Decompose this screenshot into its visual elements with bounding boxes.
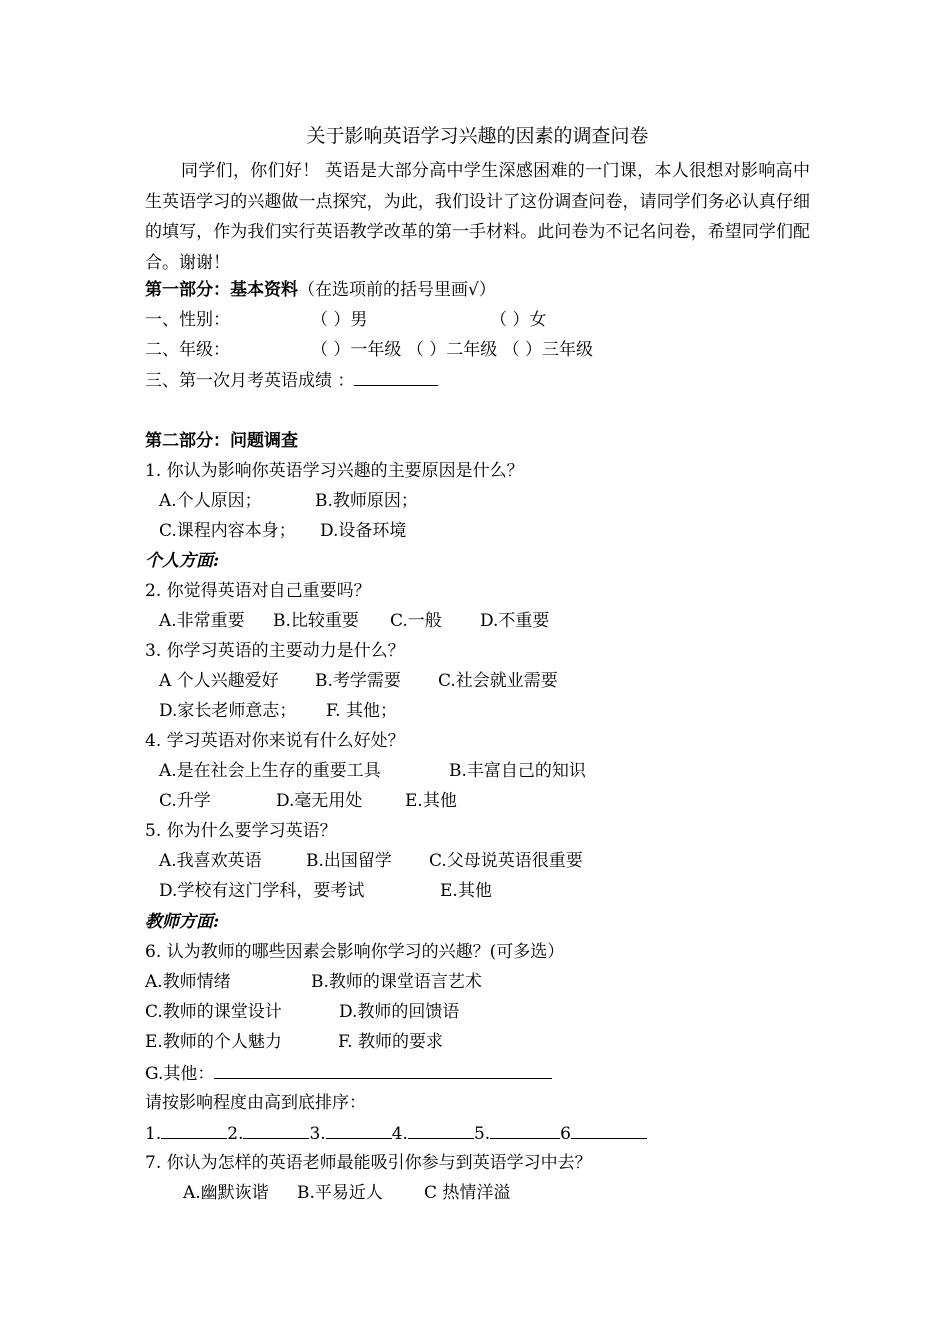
q5-option-a[interactable]: A.我喜欢英语	[159, 851, 262, 871]
gender-row	[145, 310, 810, 330]
personal-heading: 个人方面:	[145, 551, 220, 571]
intro-paragraph: 同学们，你们好！ 英语是大部分高中学生深感困难的一门课，本人很想对影响高中生英语学习的兴趣做一点探究，为此，我们设计了这份调查问卷，请同学们务必认真仔细的填写，作为我们实行英语教学改革的第一手材料。此问卷为不记名问卷，希望同学们配合。谢谢！	[145, 161, 810, 273]
grade-options[interactable]: （ ）一年级 （ ）二年级 （ ）三年级	[311, 340, 594, 360]
q6-other-blank[interactable]	[214, 1063, 552, 1079]
rank-blank-5[interactable]	[490, 1123, 560, 1139]
q4-option-e[interactable]: E.其他	[405, 791, 457, 811]
gender-label: 一、性别：	[145, 310, 230, 330]
q6-option-g: G.其他：	[145, 1064, 215, 1084]
rank-label-1: 1.	[145, 1124, 162, 1144]
q3-option-f[interactable]: F. 其他；	[326, 701, 397, 721]
q1-text: 1. 你认为影响你英语学习兴趣的主要原因是什么？	[145, 461, 524, 481]
q6-rank-row	[145, 1123, 647, 1143]
q6-option-a[interactable]: A.教师情绪	[145, 972, 231, 992]
q6-option-e[interactable]: E.教师的个人魅力	[145, 1032, 282, 1052]
q5-option-b[interactable]: B.出国留学	[306, 851, 392, 871]
q6-options-row2	[145, 1002, 745, 1022]
q2-option-b[interactable]: B.比较重要	[273, 611, 359, 631]
q5-text: 5. 你为什么要学习英语？	[145, 821, 337, 841]
q3-option-d[interactable]: D.家长老师意志；	[159, 701, 297, 721]
rank-label-3: 3.	[309, 1124, 326, 1144]
rank-blank-2[interactable]	[243, 1123, 309, 1139]
rank-blank-1[interactable]	[161, 1123, 227, 1139]
score-row	[145, 370, 438, 390]
q6-options-row3	[145, 1032, 745, 1052]
score-label: 三、第一次月考英语成绩 ：	[145, 371, 355, 391]
part1-heading-line	[145, 280, 496, 300]
q6-rank-prompt: 请按影响程度由高到底排序：	[145, 1093, 366, 1113]
q6-option-b[interactable]: B.教师的课堂语言艺术	[311, 972, 482, 992]
q1-option-c[interactable]: C.课程内容本身；	[159, 521, 296, 541]
q4-option-a[interactable]: A.是在社会上生存的重要工具	[159, 761, 381, 781]
q4-text: 4. 学习英语对你来说有什么好处？	[145, 731, 405, 751]
q7-text: 7. 你认为怎样的英语老师最能吸引你参与到英语学习中去？	[145, 1153, 592, 1173]
q5-options-row1	[159, 851, 759, 871]
rank-label-5: 5.	[473, 1124, 491, 1144]
q3-option-c[interactable]: C.社会就业需要	[438, 671, 558, 691]
q1-options-row2	[159, 521, 759, 541]
q3-text: 3. 你学习英语的主要动力是什么？	[145, 641, 405, 661]
q2-option-a[interactable]: A.非常重要	[159, 611, 245, 631]
q6-option-c[interactable]: C.教师的课堂设计	[145, 1002, 282, 1022]
score-blank[interactable]	[354, 370, 438, 386]
q2-option-d[interactable]: D.不重要	[480, 611, 550, 631]
part1-heading: 第一部分：基本资料	[145, 280, 298, 300]
q3-option-a[interactable]: A 个人兴趣爱好	[159, 671, 279, 691]
q7-option-a[interactable]: A.幽默诙谐	[183, 1183, 269, 1203]
document-title: 关于影响英语学习兴趣的因素的调查问卷	[306, 125, 649, 147]
q2-option-c[interactable]: C.一般	[390, 611, 442, 631]
q6-option-g-row	[145, 1063, 552, 1083]
q7-option-c[interactable]: C 热情洋溢	[424, 1183, 511, 1203]
rank-blank-3[interactable]	[326, 1123, 392, 1139]
q7-option-b[interactable]: B.平易近人	[297, 1183, 383, 1203]
gender-female-option[interactable]: （ ）女	[490, 310, 547, 330]
q1-options-row1	[159, 491, 759, 511]
rank-blank-4[interactable]	[408, 1123, 474, 1139]
q4-option-c[interactable]: C.升学	[159, 791, 211, 811]
q1-option-d[interactable]: D.设备环境	[320, 521, 407, 541]
q4-options-row2	[159, 791, 759, 811]
part1-note: （在选项前的括号里画√）	[298, 280, 496, 300]
teacher-heading: 教师方面:	[145, 912, 220, 932]
q4-option-b[interactable]: B.丰富自己的知识	[449, 761, 586, 781]
grade-row	[145, 340, 810, 360]
q6-text: 6. 认为教师的哪些因素会影响你学习的兴趣？(可多选）	[145, 942, 565, 962]
q6-options-row1	[145, 972, 745, 992]
rank-label-4: 4.	[391, 1124, 408, 1144]
q3-options-row2	[159, 701, 759, 721]
q3-option-b[interactable]: B.考学需要	[315, 671, 401, 691]
rank-label-2: 2.	[227, 1124, 244, 1144]
q5-option-e[interactable]: E.其他	[440, 881, 492, 901]
q7-options	[183, 1183, 783, 1203]
part2-heading: 第二部分：问题调查	[145, 431, 298, 451]
q4-option-d[interactable]: D.毫无用处	[276, 791, 363, 811]
q6-option-f[interactable]: F. 教师的要求	[338, 1032, 443, 1052]
rank-blank-6[interactable]	[571, 1123, 647, 1139]
q1-option-b[interactable]: B.教师原因；	[315, 491, 418, 511]
rank-label-6: 6	[560, 1124, 571, 1144]
q6-option-d[interactable]: D.教师的回馈语	[339, 1002, 460, 1022]
q2-options	[159, 611, 759, 631]
grade-label: 二、年级：	[145, 340, 230, 360]
gender-male-option[interactable]: （ ）男	[311, 310, 368, 330]
q3-options-row1	[159, 671, 759, 691]
q5-option-d[interactable]: D.学校有这门学科，要考试	[159, 881, 365, 901]
q4-options-row1	[159, 761, 759, 781]
q1-option-a[interactable]: A.个人原因；	[159, 491, 262, 511]
q2-text: 2. 你觉得英语对自己重要吗？	[145, 581, 371, 601]
q5-options-row2	[159, 881, 759, 901]
q5-option-c[interactable]: C.父母说英语很重要	[429, 851, 583, 871]
